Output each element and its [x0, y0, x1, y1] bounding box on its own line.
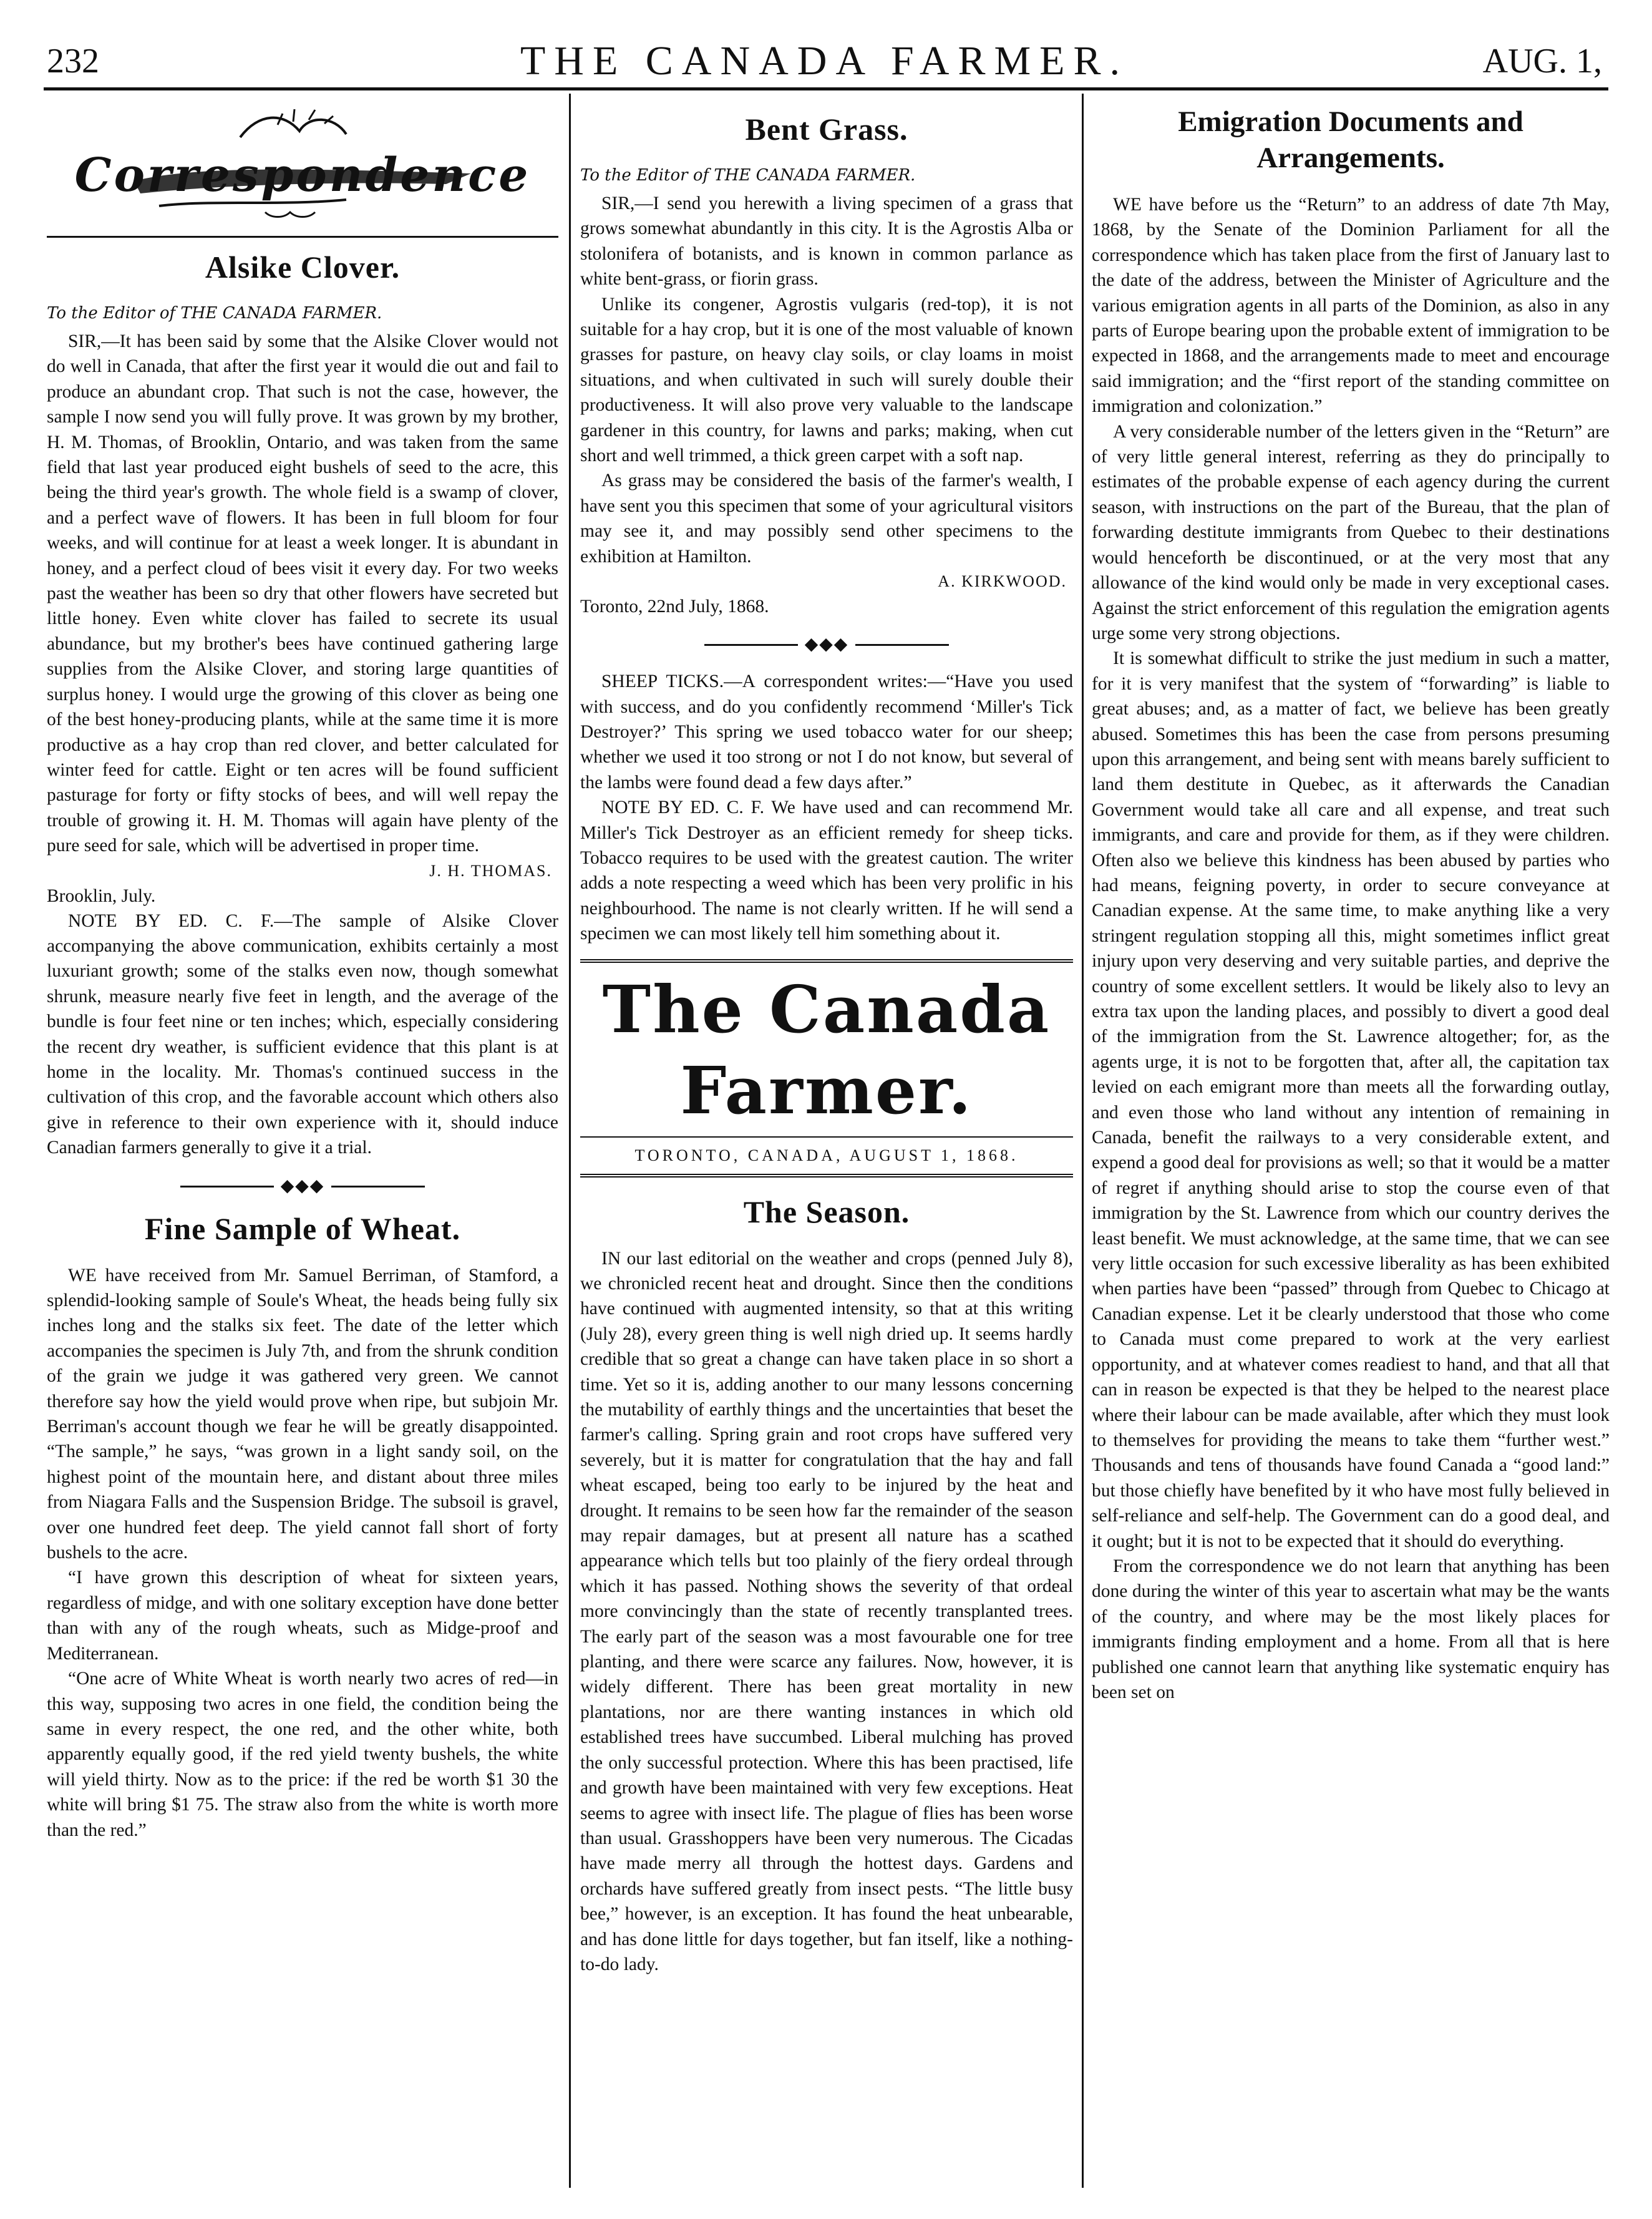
masthead-title: The Canada Farmer.	[602, 970, 1051, 1129]
page-number: 232	[47, 42, 99, 80]
wheat-paragraph: “One acre of White Wheat is worth nearly two acres of red—in this way, supposing two acres in one field, the condition being the same in every respect, the one red, and the other white, both apparently equally good, if the red yield twenty bushels, the white will yield thirty. Now as to the price: if the red be worth $1 30 the white will bring $1 75. The straw also from the white is worth more than the red.”	[47, 1669, 558, 1840]
sheep-ticks-paragraph: SHEEP TICKS.—A correspondent writes:—“Have you used with success, and do you confidently recommend ‘Miller's Tick Destroyer?’ This spring we used tobacco water for our sheep; whether we used it too strong or not I do not know, but several of the lambs were found dead a few days after.”	[580, 671, 1073, 792]
alsike-addressee: To the Editor of THE CANADA FARMER.	[47, 304, 382, 323]
bent-grass-signature: A. KIRKWOOD.	[938, 572, 1067, 591]
bent-grass-paragraph: Unlike its congener, Agrostis vulgaris (red-top), it is not suitable for a hay crop, but it is one of the most valuable of known grasses for pasture, on heavy clay soils, or clay loams in moist situations, and when cultivated in such will surely double their productiveness. It will also prove very valuable to the landscape gardener in this country, for lawns and parks; making, when cut short and well trimmed, a thick green carpet with a soft nap.	[580, 294, 1073, 466]
emigration-paragraph: It is somewhat difficult to strike the just medium in such a matter, for it is very manifest that the system of “forwarding” is liable to great abuses; and, as a matter of fact, we believe has been greatly abused. Sometimes this has been the case from persons presuming upon this arrangement, and being sent with means barely sufficient to land them destitute in Quebec, as it afterwards the Canadian Government would take all care and all expense, and treat such immigrants, and care and provide for them, as if they were children. Often also we believe this kindness has been abused by parties who had means, feigning poverty, in order to secure conveyance at Canadian expense. At the same time, to make anything like a very stringent regulation stopping all this, might sometimes inflict great injury upon very deserving and very suitable parties, and deprive the country of some excellent settlers. It would be likely also to levy an extra tax upon the landing places, and possibly to divert a good deal of the immigration from the St. Lawrence altogether; for, as the agents urge, it is not to be forgotten that, after all, the capitation tax levied on each emigrant more than meets all the forwarding outlay, and even those who land without any intention of remaining in Canada, benefit the railways to a very considerable extent, and expend a good deal for provisions as well; so that it would be a matter of regret if anything should arise to stop the course even of that immigration by the St. Lawrence from which our country derives the least benefit. We must acknowledge, at the same time, that we can see very little occasion for such excessive liberality as has been exhibited when parties have been “passed” through from Quebec to Chicago at Canadian expense. Let it be clearly understood that those who come to Canada must come prepared to work at the very earliest opportunity, and at whatever comes readiest to hand, and that all that can in reason be expected is that they be helped to the nearest place where their labour can be made available, after which they must look to themselves for providing the means to take them “further west.” Thousands and tens of thousands have found Canada a “good land:” but those chiefly have benefited by it who have most fully believed in self-reliance and self-help. The Government can do a good deal, and it ought; but it is not to be expected that it should do everything.	[1092, 648, 1610, 1551]
header-rule	[44, 87, 1608, 90]
emigration-paragraph: From the correspondence we do not learn that anything has been done during the winter of this year to ascertain what may be the wants of the country, and where may be the most likely places for immigrants finding employment and a home. From all that is here published one cannot learn that anything like systematic enquiry has been set on	[1092, 1556, 1610, 1702]
column-middle	[580, 100, 1073, 2188]
ornament-divider: ◆◆◆	[47, 1173, 558, 1198]
correspondence-banner	[47, 100, 558, 231]
season-title: The Season.	[743, 1194, 910, 1229]
wheat-title: Fine Sample of Wheat.	[144, 1211, 461, 1246]
alsike-editor-note: NOTE BY ED. C. F.—The sample of Alsike Clover accompanying the above communication, exhibits certainly a most luxuriant growth; some of the stalks even now, though somewhat shrunk, measure nearly five feet in length, and the average of the bundle is four feet nine or ten inches; which, especially considering the recent dry weather, is sufficient evidence that this plant is at home in the locality. Mr. Thomas's continued success in the cultivation of this crop, and the favorable account which others also give in reference to their own experience with it, should induce Canadian farmers generally to give it a trial.	[47, 910, 558, 1158]
masthead	[580, 959, 1073, 1178]
wheat-paragraph: WE have received from Mr. Samuel Berriman, of Stamford, a splendid-looking sample of Soule's Wheat, the heads being fully six inches long and the stalks six feet. The date of the letter which accompanies the specimen is July 7th, and from the shrunk condition of the grain we judge it was gathered very green. We cannot therefore say how the yield would prove when ripe, but subjoin Mr. Berriman's account though we fear he will be greatly disappointed. “The sample,” he says, “was grown in a light sandy soil, on the highest point of the mountain here, and distant about three miles from Niagara Falls and the Suspension Bridge. The subsoil is gravel, over one hundred feet deep. The yield cannot fall short of forty bushels to the acre.	[47, 1265, 558, 1563]
alsike-title: Alsike Clover.	[205, 250, 401, 285]
alsike-place: Brooklin, July.	[47, 885, 156, 906]
bent-grass-paragraph: SIR,—I send you herewith a living specimen of a grass that grows somewhat abundantly in this city. It is the Agrostis Alba or stolonifera of botanists, and is known in common parlance as white bent-grass, or fiorin grass.	[580, 193, 1073, 290]
bent-grass-addressee: To the Editor of THE CANADA FARMER.	[580, 166, 916, 185]
column-right	[1092, 100, 1610, 2188]
journal-name: THE CANADA FARMER.	[520, 38, 1129, 84]
alsike-signature: J. H. THOMAS.	[429, 861, 552, 880]
wheat-paragraph: “I have grown this description of wheat for sixteen years, regardless of midge, and with one solitary exception have done better than with any of the rough wheats, such as Midge-proof and Mediterranean.	[47, 1568, 558, 1664]
emigration-title: Emigration Documents and Arrangements.	[1178, 105, 1523, 174]
bent-grass-title: Bent Grass.	[745, 112, 908, 147]
column-left	[47, 100, 558, 2188]
correspondence-title: Correspondence	[74, 149, 531, 202]
sheep-ticks-note: NOTE BY ED. C. F. We have used and can recommend Mr. Miller's Tick Destroyer as an efficient remedy for sheep ticks. Tobacco requires to be used with the greatest caution. The writer adds a note respecting a weed which has been very prolific in his neighbourhood. The name is not clearly written. If he will send a specimen we can most likely tell him something about it.	[580, 797, 1073, 944]
column-rule	[1082, 94, 1084, 2188]
masthead-dateline: TORONTO, CANADA, AUGUST 1, 1868.	[580, 1136, 1073, 1170]
emigration-paragraph: WE have before us the “Return” to an address of date 7th May, 1868, by the Senate of the Dominion Parliament for all the correspondence which has taken place from the first of January last to the date of the address, between the Minister of Agriculture and the various emigration agents in all parts of the Dominion, as also in any parts of Europe bearing upon the probable extent of immigration to be expected in 1868, and the arrangements made to meet and encourage said immigration; and the “first report of the standing committee on immigration and colonization.”	[1092, 195, 1610, 417]
running-head	[47, 32, 1602, 82]
issue-date: AUG. 1,	[1482, 42, 1602, 80]
section-rule	[47, 236, 558, 238]
bent-grass-place: Toronto, 22nd July, 1868.	[580, 597, 769, 617]
ornament-divider: ◆◆◆	[580, 632, 1073, 656]
season-paragraph: IN our last editorial on the weather and crops (penned July 8), we chronicled recent heat and drought. Since then the conditions have continued with augmented intensity, so that at this writing (July 28), every green thing is well nigh dried up. It seems hardly credible that so great a change can have taken place in so short a time. Yet so it is, adding another to our many lessons concerning the mutability of earthly things and the uncertainties that beset the farmer's calling. Spring grain and root crops have suffered very severely, but it is matter for congratulation that the hay and fall wheat escaped, being too early to be injured by the heat and drought. It remains to be seen how far the remainder of the season may repair damages, but at present all nature has a scathed appearance which tells but too plainly of the fiery ordeal through which it has passed. Nothing shows the severity of that ordeal more convincingly than the state of recently transplanted trees. The early part of the season was a most favourable one for tree planting, and there were scarce any failures. Now, however, it is widely different. There has been great mortality in new plantations, nor are there wanting instances in which old established trees have succumbed. Liberal mulching has proved the only successful protection. Where this has been practised, life and growth have been maintained with very few exceptions. Heat seems to agree with insect life. The plague of flies has been worse than usual. Grasshoppers have been very numerous. The Cicadas have made merry all through the hottest days. Gardens and orchards have suffered greatly from insect pests. “The little busy bee,” however, is an exception. It has found the heat unbearable, and has done little for days together, but fan itself, like a nothing-to-do lady.	[580, 1248, 1073, 1974]
bent-grass-paragraph: As grass may be considered the basis of the farmer's wealth, I have sent you this specimen that some of your agricultural visitors may see it, and may possibly send other specimens to the exhibition at Hamilton.	[580, 471, 1073, 567]
alsike-letter: SIR,—It has been said by some that the Alsike Clover would not do well in Canada, that after the first year it would die out and fail to produce an abundant crop. That such is not the case, however, the sample I now send you will fully prove. It was grown by my brother, H. M. Thomas, of Brooklin, Ontario, and was taken from the same field that last year produced eight bushels of seed to the acre, this being the third year's growth. The whole field is a swamp of clover, and a perfect wave of flowers. It has been in full bloom for four weeks, and will continue for at least a week longer. It is abundant in honey, and a perfect cloud of bees visit it every day. For two weeks past the weather has been so dry that other flowers have secreted but little honey. Even white clover has failed to secrete its usual abundance, but my brother's bees have continued gathering large supplies from the Alsike Clover, and storing large quantities of surplus honey. I would urge the growing of this clover as being one of the best honey-producing plants, while at the same time it is more productive as a hay crop than red clover, and better calculated for winter feed for cattle. Eight or ten acres will be found sufficient pasturage for forty or fifty stocks of bees, and will well repay the trouble of growing it. H. M. Thomas will again have plenty of the pure seed for sale, which will be advertised in proper time.	[47, 331, 558, 856]
column-rule	[569, 94, 571, 2188]
emigration-paragraph: A very considerable number of the letters given in the “Return” are of very little general interest, referring as they do principally to estimates of the probable expense of each agency during the current season, with instructions on the part of the Bureau, that the plan of forwarding destitute immigrants from Quebec to their destinations would henceforth be discontinued, or at the very most that any allowance of the kind would only be made in very exceptional cases. Against the strict enforcement of this regulation the emigration agents urge some very strong objections.	[1092, 421, 1610, 643]
